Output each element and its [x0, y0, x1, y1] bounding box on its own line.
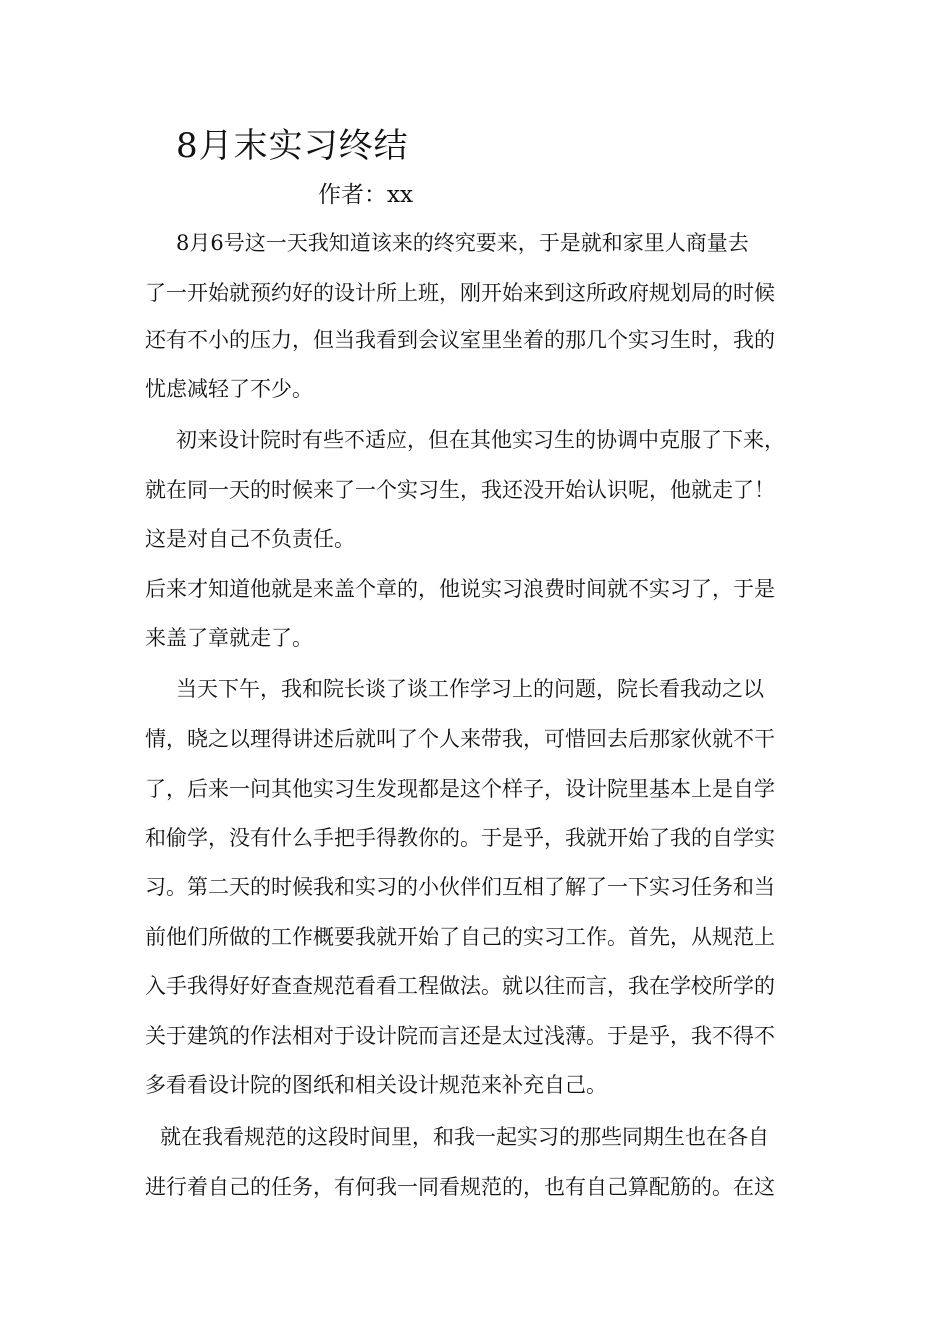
text-line: 就在我看规范的这段时间里，和我一起实习的那些同期生也在各自 [160, 1125, 769, 1149]
text-line: 了一开始就预约好的设计所上班，刚开始来到这所政府规划局的时候 [145, 281, 775, 305]
text-line: 后来才知道他就是来盖个章的，他说实习浪费时间就不实习了，于是 [145, 577, 775, 601]
document-author: 作者：xx [318, 182, 413, 208]
text-line: 当天下午，我和院长谈了谈工作学习上的问题，院长看我动之以 [176, 677, 764, 701]
text-line: 情，晓之以理得讲述后就叫了个人来带我，可惜回去后那家伙就不干 [145, 727, 775, 751]
text-line: 关于建筑的作法相对于设计院而言还是太过浅薄。于是乎，我不得不 [145, 1024, 775, 1048]
text-line: 和偷学，没有什么手把手得教你的。于是乎，我就开始了我的自学实 [145, 826, 775, 850]
text-line: 还有不小的压力，但当我看到会议室里坐着的那几个实习生时，我的 [145, 328, 775, 352]
text-line: 这是对自己不负责任。 [145, 527, 355, 551]
text-line: 8月6号这一天我知道该来的终究要来，于是就和家里人商量去 [176, 231, 749, 255]
text-line: 了，后来一问其他实习生发现都是这个样子，设计院里基本上是自学 [145, 777, 775, 801]
text-line: 习。第二天的时候我和实习的小伙伴们互相了解了一下实习任务和当 [145, 875, 775, 899]
document-title: 8月末实习终结 [176, 126, 409, 166]
text-line: 多看看设计院的图纸和相关设计规范来补充自己。 [145, 1073, 607, 1097]
text-line: 来盖了章就走了。 [145, 626, 313, 650]
text-line: 前他们所做的工作概要我就开始了自己的实习工作。首先，从规范上 [145, 925, 775, 949]
text-line: 初来设计院时有些不适应，但在其他实习生的协调中克服了下来， [176, 428, 785, 452]
text-line: 进行着自己的任务，有何我一同看规范的，也有自己算配筋的。在这 [145, 1175, 775, 1199]
text-line: 就在同一天的时候来了一个实习生，我还没开始认识呢，他就走了！ [145, 478, 775, 502]
text-line: 忧虑减轻了不少。 [145, 377, 313, 401]
text-line: 入手我得好好查查规范看看工程做法。就以往而言，我在学校所学的 [145, 974, 775, 998]
